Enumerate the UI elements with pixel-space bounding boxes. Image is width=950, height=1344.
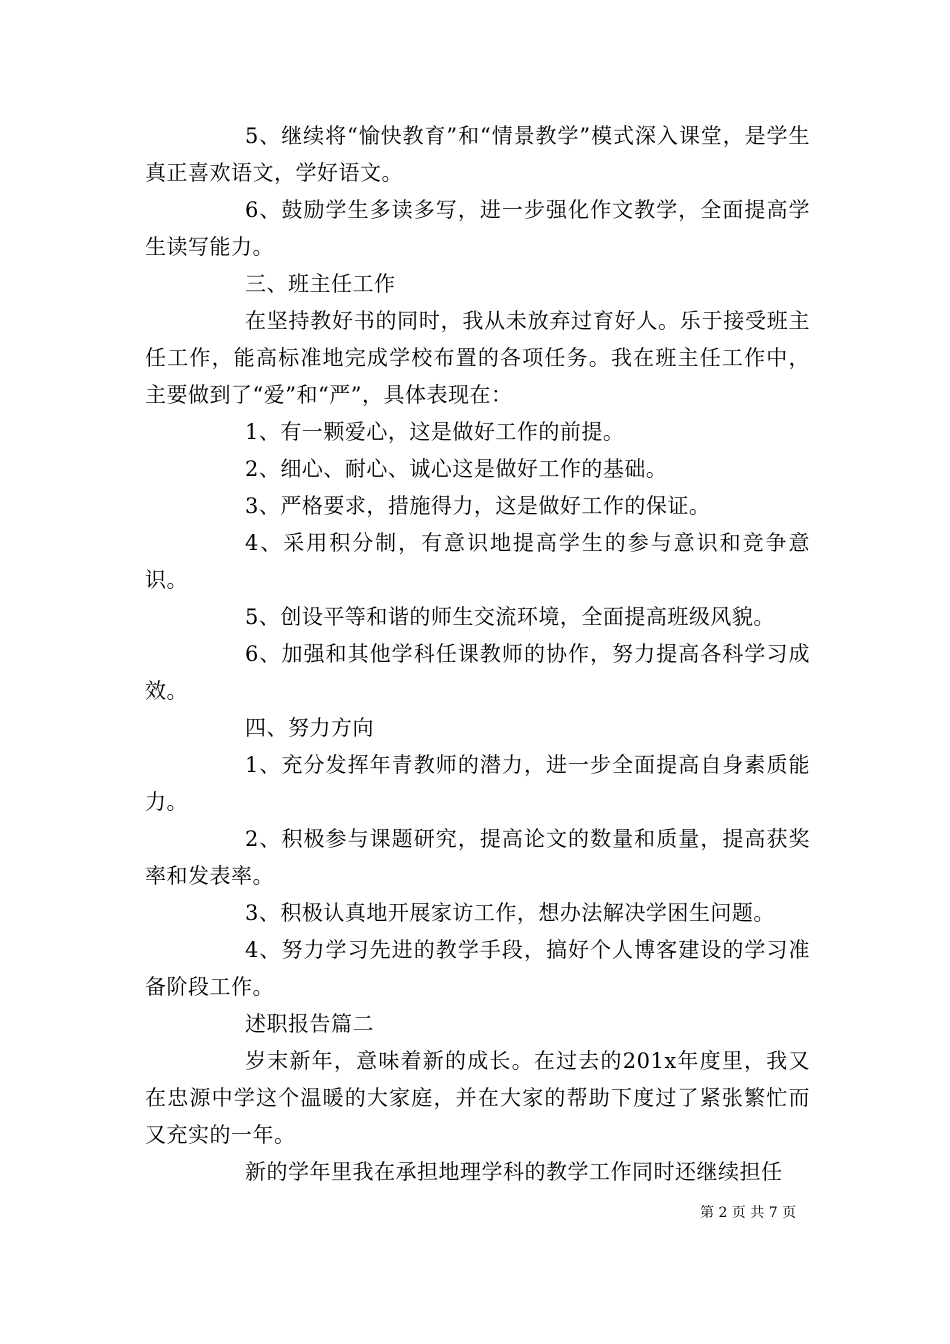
list-item: 6、加强和其他学科任课教师的协作，努力提高各科学习成效。 [145, 642, 810, 703]
list-item: 2、细心、耐心、诚心这是做好工作的基础。 [245, 457, 668, 481]
list-item: 5、创设平等和谐的师生交流环境，全面提高班级风貌。 [245, 605, 775, 629]
paragraph: 岁末新年，意味着新的成长。在过去的201x年度里，我又在忠源中学这个温暖的大家庭，并在大家的帮助下度过了紧张繁忙而又充实的一年。 [145, 1049, 810, 1147]
paragraph: 在坚持教好书的同时，我从未放弃过育好人。乐于接受班主任工作，能高标准地完成学校布置的各项任务。我在班主任工作中，主要做到了“爱”和“严”，具体表现在： [145, 309, 810, 407]
list-item: 4、采用积分制，有意识地提高学生的参与意识和竞争意识。 [145, 531, 810, 592]
list-item: 3、积极认真地开展家访工作，想办法解决学困生问题。 [245, 901, 775, 925]
section-heading: 三、班主任工作 [245, 272, 396, 296]
paragraph: 5、继续将“愉快教育”和“情景教学”模式深入课堂，是学生真正喜欢语文，学好语文。 [145, 124, 810, 185]
section-heading: 述职报告篇二 [245, 1012, 374, 1036]
page-number-footer: 第 2 页 共 7 页 [700, 1205, 797, 1221]
list-item: 3、严格要求，措施得力，这是做好工作的保证。 [245, 494, 711, 518]
paragraph: 6、鼓励学生多读多写，进一步强化作文教学，全面提高学生读写能力。 [145, 198, 810, 259]
paragraph: 新的学年里我在承担地理学科的教学工作同时还继续担任 [245, 1160, 783, 1184]
list-item: 2、积极参与课题研究，提高论文的数量和质量，提高获奖率和发表率。 [145, 827, 810, 888]
section-heading: 四、努力方向 [245, 716, 374, 740]
document-body [145, 118, 810, 1191]
list-item: 4、努力学习先进的教学手段，搞好个人博客建设的学习准备阶段工作。 [145, 938, 810, 999]
list-item: 1、充分发挥年青教师的潜力，进一步全面提高自身素质能力。 [145, 753, 810, 814]
list-item: 1、有一颗爱心，这是做好工作的前提。 [245, 420, 625, 444]
